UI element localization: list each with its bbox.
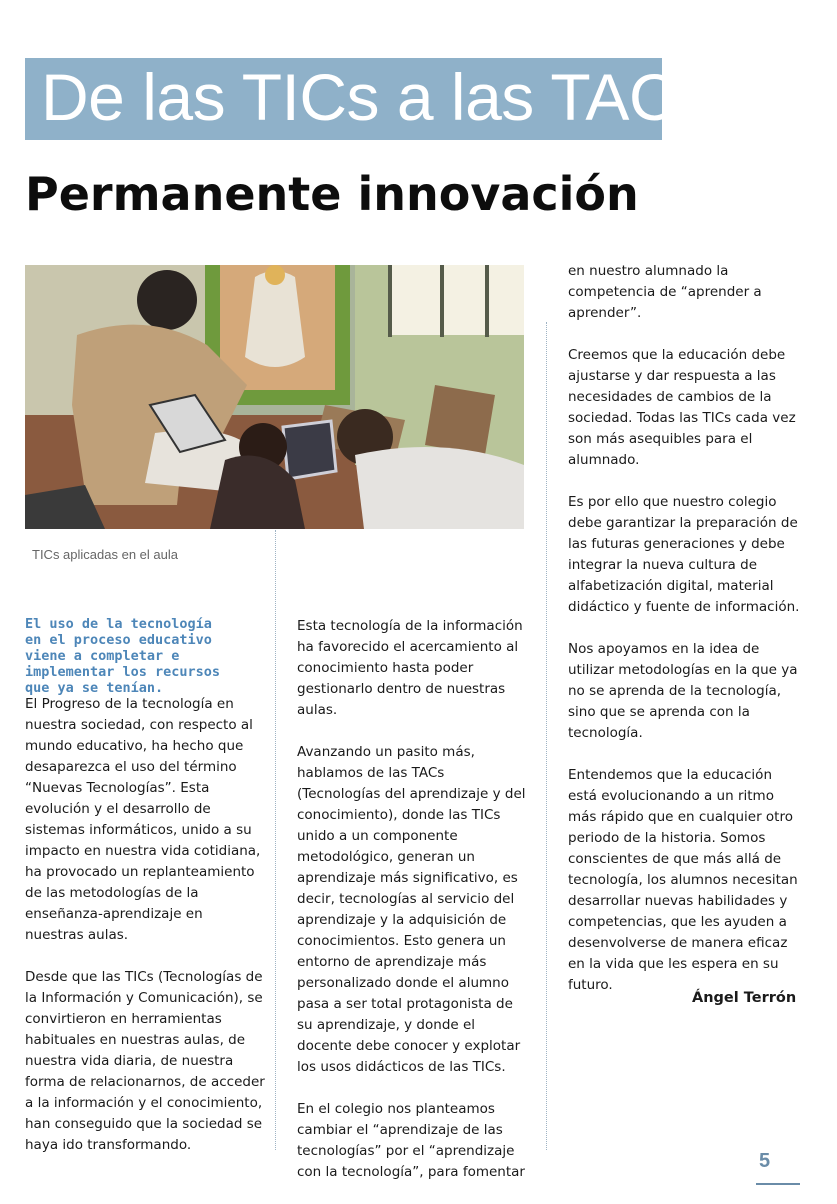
article-column-2 (297, 616, 531, 1204)
page-number-rule (756, 1183, 800, 1185)
paragraph: En el colegio nos planteamos cambiar el “aprendizaje de las tecnologías” por el “aprendizaje con la tecnología”, para fomentar (297, 1101, 525, 1180)
title-banner (25, 58, 709, 140)
paragraph: Es por ello que nuestro colegio debe garantizar la preparación de las futuras generaciones y debe integrar la nueva cultura de alfabetización digital, material didáctico y fuente de información. (568, 494, 800, 615)
page-subtitle: Permanente innovación (25, 167, 639, 221)
column-divider (546, 322, 547, 1150)
paragraph: Avanzando un pasito más, hablamos de las TACs (Tecnologías del aprendizaje y del conocimiento), donde las TICs unido a un componente metodológico, generan un aprendizaje más significativo, es decir, tecnologías al servicio del aprendizaje y la adquisición de conocimientos. Esto genera un entorno de aprendizaje más personalizado donde el alumno pasa a ser total protagonista de su aprendizaje, y donde el docente debe conocer y explotar los usos didácticos de las TICs. (297, 744, 526, 1075)
paragraph: en nuestro alumnado la competencia de “aprender a aprender”. (568, 263, 762, 321)
page-title: De las TICs a las TACs (41, 60, 709, 134)
classroom-photo (25, 265, 524, 529)
paragraph: Creemos que la educación debe ajustarse y dar respuesta a las necesidades de cambios de la sociedad. Todas las TICs cada vez son más asequibles para el alumnado. (568, 347, 796, 468)
photo-caption: TICs aplicadas en el aula (32, 547, 178, 562)
column-divider (275, 530, 276, 1150)
paragraph: El Progreso de la tecnología en nuestra sociedad, con respecto al mundo educativo, ha hecho que desaparezca el uso del término “Nuevas Tecnologías”. Esta evolución y el desarrollo de sistemas informáticos, unido a su impacto en nuestra vida cotidiana, ha provocado un replanteamiento de las metodologías de la enseñanza-aprendizaje en nuestras aulas. (25, 696, 261, 943)
article-column-3 (568, 261, 802, 1017)
paragraph: Desde que las TICs (Tecnologías de la Información y Comunicación), se convirtieron en herramientas habituales en nuestras aulas, de nuestra vida diaria, de nuestra forma de relacionarnos, de acceder a la información y el conocimiento, han conseguido que la sociedad se haya ido transformando. (25, 969, 265, 1153)
author-name: Ángel Terrón (692, 990, 797, 1006)
paragraph: Esta tecnología de la información ha favorecido el acercamiento al conocimiento hasta poder gestionarlo dentro de nuestras aulas. (297, 618, 523, 718)
article-lead: El uso de la tecnología en el proceso educativo viene a completar e implementar los recursos que ya se tenían. (25, 616, 221, 696)
paragraph: Entendemos que la educación está evolucionando a un ritmo más rápido que en cualquier otro periodo de la historia. Somos conscientes de que más allá de tecnología, los alumnos necesitan desarrollar nuevas habilidades y competencias, que les ayuden a desenvolverse de manera eficaz en la vida que les espera en su futuro. (568, 767, 798, 993)
article-column-1 (25, 694, 265, 1177)
paragraph: Nos apoyamos en la idea de utilizar metodologías en la que ya no se aprenda de la tecnología, sino que se aprenda con la tecnología. (568, 641, 798, 741)
page-number: 5 (759, 1150, 771, 1172)
